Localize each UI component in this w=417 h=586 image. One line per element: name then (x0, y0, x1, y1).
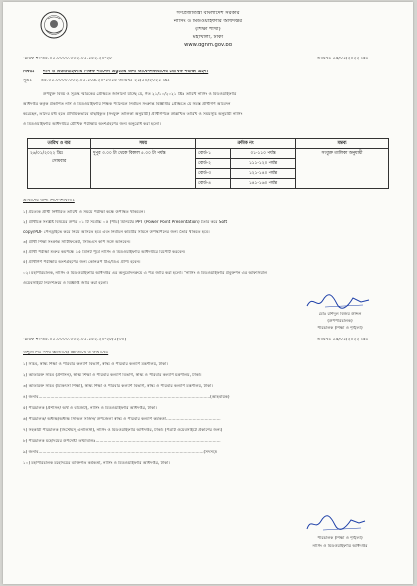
header-website: www.dgnm.gov.bd (184, 43, 232, 48)
distribution-item: ৯) জনাব............................................................................................................................(সদস্য)। (23, 450, 218, 454)
memo-number: স্মারক নং-৪৫.০১.০০০০.০০২.০১.১৫২.২০-২৮ (23, 57, 113, 61)
schedule-date-cell (28, 149, 91, 189)
instruction-item: ৫) প্রার্থীগণ পরীক্ষায় অংশগ্রহণের জন্য কোনরূপ টিএ/ডিএ প্রাপ্য হবেন। (23, 260, 141, 264)
body-line: ও মিডওয়াইফারি অধিদপ্তরে মৌখিক পরীক্ষায় অংশগ্রহণের জন্য অনুরোধ করা হলো। (23, 122, 161, 126)
distribution-item: ২) অতিরিক্ত সচিব (প্রশাসন), স্বাস্থ্য শিক্ষা ও পরিবার কল্যাণ বিভাগ, স্বাস্থ্য ও পরিবার কল্যাণ মন্ত্রণালয়, ঢাকা। (23, 373, 202, 377)
schedule-date: ২৬/০১/২০২২ খ্রিঃ (30, 151, 64, 156)
signatory-1-title: (উপপরিচালক) (327, 319, 353, 323)
instructions-title: প্রার্থীদের জন্য নির্দেশনাবলীঃ (23, 199, 75, 203)
board-range: ১৪১-১৬০ পর্যন্ত (231, 179, 296, 189)
memo-date-2: তারিখঃ ১৯/০১/২০২২ খ্রিঃ (317, 338, 369, 342)
board-name: বোর্ড-৪ (196, 179, 231, 189)
distribution-item: ৬) পরিচালক/ অধ্যক্ষ/অধ্যক্ষ সিভিল সার্জন/ উপজেলা স্বাস্থ্য ও পরিবার কল্যাণ কর্মকর্তা......................................... (23, 417, 221, 421)
schedule-table (27, 138, 389, 189)
body-line: উপর্যুক্ত বিষয় ও সূত্রস্থ স্মারকের প্রেক্ষিতে জানানো যাচ্ছে যে, গত ২১/১০/২০২১ খ্রিঃ তারিখ নার্সিং ও মিডওয়াইফারি (43, 92, 237, 96)
header-line-4: মহাখালী, ঢাকা (192, 35, 224, 40)
board-range: ০১-১১০ পর্যন্ত (231, 149, 296, 159)
schedule-remark: সংযুক্ত তালিকা অনুযায়ী (296, 149, 389, 189)
letter-page (3, 2, 413, 584)
schedule-time: দুপুর ৩.০০ টা থেকে বিকাল ৫.০০ টা পর্যন্ত (91, 149, 196, 189)
board-name: বোর্ড-২ (196, 159, 231, 169)
header-line-2: নার্সিং ও মিডওয়াইফারি অধিদপ্তর (173, 19, 243, 24)
instruction-item: ওয়েবসাইটে নির্দেশক্রমে ও বিজ্ঞপ্তি জারি করা হলো। (23, 281, 109, 285)
subject-label: বিষয়ঃ (23, 70, 35, 74)
column-header: ক্রমিক নং (196, 139, 296, 149)
subject-text: নার্স ও মিডওয়াইফারি শিক্ষক প্যানেল প্রস্তুতের জন্য আবেদনকারীদের মৌখিক পরীক্ষা গ্রহণ। (43, 70, 209, 74)
signature-1-icon (303, 292, 373, 312)
instruction-item: ৪) প্রার্থী পরীক্ষা শুরুর কমপক্ষে ১৫ মিনিট পূর্বে নার্সিং ও মিডওয়াইফারি অধিদপ্তরে রিপোর্ট করবেন। (23, 250, 186, 254)
source-label: সূত্রঃ (23, 79, 32, 83)
instruction-item: ২) প্রার্থীকে সংশ্লিষ্ট বিষয়ের উপর ০১ টি সর্বোচ্চ ০৫ (পাঁচ) মিনিটের PPT (Power Point Presentation) তৈরি করে Soft (23, 220, 228, 224)
instruction-item: copy/PDF পেনড্রাইভে করে নিয়ে আসতে হবে এবং নির্বাচন কমিটির সামনে উপস্থাপনের জন্য তৈরি থাকতে হবে। (23, 230, 210, 234)
instruction-item: ১) প্রত্যেক প্রার্থী নির্ধারিত তারিখ ও সময়ে পরীক্ষা কক্ষে উপস্থিত থাকবেন। (23, 210, 145, 214)
distribution-item: ১০) মহাপরিচালক মহোদয়ের ব্যক্তিগত কর্মকর্তা, নার্সিং ও মিডওয়াইফারি অধিদপ্তর, ঢাকা। (23, 461, 170, 465)
column-header: সময় (91, 139, 196, 149)
signature-2-icon (303, 514, 369, 534)
board-range: ১১১-১২০ পর্যন্ত (231, 159, 296, 169)
board-range: ১২১-১৪০ পর্যন্ত (231, 169, 296, 179)
instruction-item: ৩) প্রার্থী শিক্ষা সংক্রান্ত সার্টিফিকেট, সিভিএস কপি সঙ্গে আনবেন। (23, 240, 131, 244)
source-text: ৪৫.০১.০০০০.০০২.০১.১০৯.২০-১৩১৫ তারিখঃ ২১/১০/২০২১ খ্রিঃ (41, 79, 170, 83)
instruction-item: ০২। মহাপরিচালক, নার্সিং ও মিডওয়াইফারি অধিদপ্তর এর অনুমোদনক্রমে এ পত্র জারি করা হলো। "নার্সিং ও মিডওয়াইফারি প্রবুক্তণন এর অফিসিয়াল (23, 271, 268, 275)
body-line: করেছেন, তাদের মধ্য হতে প্রাথমিকভাবে বাছাইকৃত (সংযুক্ত তালিকা অনুযায়ী) প্রার্থীগণকে উল্লিখিত তারিখ ও সময়সূচি অনুযায়ী নার্সিং (23, 112, 243, 116)
distribution-title: অনুলিপিঃ সদয় জ্ঞাতার্থে/ জ্ঞাতার্থে ও কার্যার্থেঃ (23, 351, 109, 355)
memo-date: তারিখঃ ১৯/০১/২০২২ খ্রিঃ (317, 57, 369, 61)
signatory-2-office: নার্সিং ও মিডওয়াইফারি অধিদপ্তর (312, 544, 368, 548)
column-header: তারিখ ও বার (28, 139, 91, 149)
distribution-item: ৪) জনাব.................................................................................................................................(আহবায়ক) (23, 395, 230, 399)
header-line-3: (শিক্ষা শাখা) (195, 27, 221, 32)
distribution-item: ১) সচিব, স্বাস্থ্য শিক্ষা ও পরিবার কল্যাণ বিভাগ, স্বাস্থ্য ও পরিবার কল্যাণ মন্ত্রণালয়, ঢাকা। (23, 362, 168, 366)
schedule-day: সোমবার (51, 159, 67, 164)
board-name: বোর্ড-৩ (196, 169, 231, 179)
column-header: মন্তব্য (296, 139, 389, 149)
table-row (28, 149, 389, 159)
signatory-1-name: মোঃ রশিদুল বিজয় উদ্দিন (318, 312, 362, 316)
board-name: বোর্ড-১ (196, 149, 231, 159)
distribution-item: ৩) অতিরিক্ত সচিব (চিকিৎসা শিক্ষা), স্বাস্থ্য শিক্ষা ও পরিবার কল্যাণ বিভাগ, স্বাস্থ্য ও পরিবার কল্যাণ মন্ত্রণালয়, ঢাকা। (23, 384, 213, 388)
distribution-item: ৭) সহকারী পরিচালক (সিস্টেমস্ এনালিস্ট), নার্সিং ও মিডওয়াইফারি অধিদপ্তর, ঢাকা। (পত্রটি ওয়েবসাইটে প্রকাশের জন্য) (23, 428, 223, 432)
table-header-row (28, 139, 389, 149)
body-line: অধিদপ্তর কর্তৃক প্রকাশিত নার্স ও মিডওয়াইফারি শিক্ষক প্যানেলে নির্বাচন সংক্রান্ত বিজ্ঞপ্তির প্রেক্ষিতে যে সমস্ত প্রার্থীগণ আবেদন (23, 102, 231, 106)
distribution-item: ৮) পরিচালক মহোদয়ের উপদেষ্টা তথ্যাবলিঃ.............................................................................................. (23, 439, 221, 443)
distribution-item: ৫) পরিচালক (প্রশাসন/ অর্থ ও বাজেট), নার্সিং ও মিডওয়াইফারি অধিদপ্তর, ঢাকা। (23, 406, 157, 410)
memo-number-2: স্মারক নং-৪৫.০১.০০০০.০০২.০১.১৫২.২০-২৮/১(৩০) (23, 338, 127, 342)
signatory-1-office: পরিচালক (শিক্ষা ও শৃঙ্খলা) (317, 326, 363, 330)
signatory-2-title: পরিচালক (শিক্ষা ও শৃঙ্খলা) (317, 536, 363, 540)
header-line-1: গণপ্রজাতন্ত্রী বাংলাদেশ সরকার (176, 11, 240, 16)
